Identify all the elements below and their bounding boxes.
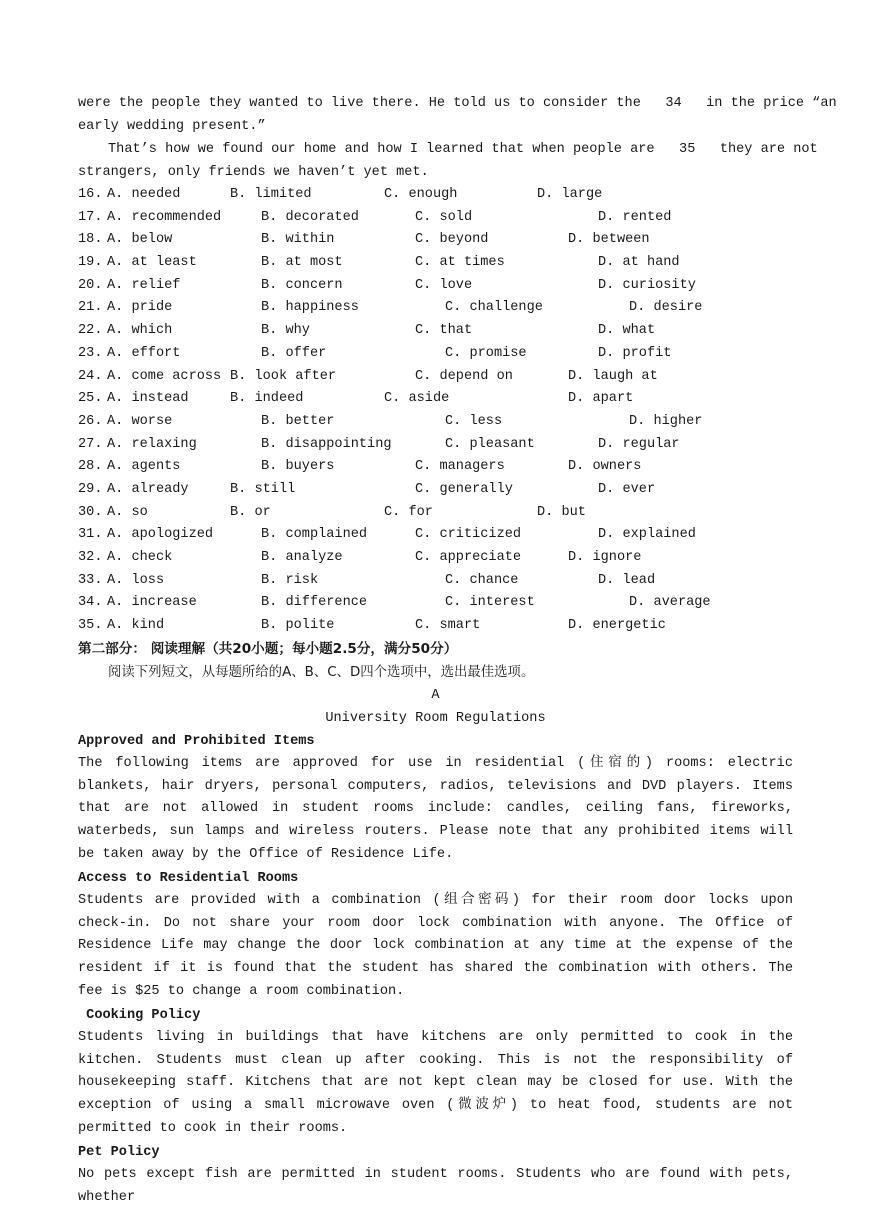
previous-passage-tail xyxy=(78,92,837,184)
option-c: C. love xyxy=(415,277,473,293)
passage-letter: A xyxy=(431,687,440,703)
option-a: A. recommended xyxy=(107,209,222,225)
question-number: 24. xyxy=(78,368,103,384)
cloze-question-row xyxy=(78,570,793,593)
option-c: C. interest xyxy=(445,595,535,611)
option-b: B. complained xyxy=(261,527,368,543)
option-c: C. for xyxy=(384,504,433,520)
cloze-question-row xyxy=(78,184,793,207)
section-heading: Approved and Prohibited Items xyxy=(78,733,315,749)
option-b: B. disappointing xyxy=(261,436,392,452)
option-b: B. happiness xyxy=(261,300,359,316)
option-c: C. pleasant xyxy=(445,436,535,452)
passage-section-pets xyxy=(78,1141,793,1210)
option-b: B. better xyxy=(261,413,335,429)
cloze-question-row xyxy=(78,297,793,320)
option-a: A. which xyxy=(107,323,173,339)
option-d: D. between xyxy=(568,232,650,248)
question-number: 21. xyxy=(78,300,103,316)
option-d: D. lead xyxy=(598,572,656,588)
option-d: D. ever xyxy=(598,481,656,497)
cloze-question-row xyxy=(78,411,793,434)
section-paragraph: No pets except fish are permitted in student rooms. Students who are found with pets, whether xyxy=(78,1166,793,1205)
question-number: 32. xyxy=(78,550,103,565)
cloze-question-row xyxy=(78,252,793,275)
question-number: 31. xyxy=(78,527,103,543)
option-b: B. look after xyxy=(230,368,337,384)
cloze-question-list xyxy=(78,184,793,638)
cloze-question-row xyxy=(78,456,793,479)
option-a: A. so xyxy=(107,504,148,520)
passage-line: That’s how we found our home and how I learned that when people are 35 they are not xyxy=(108,142,818,157)
passage-section-cooking xyxy=(78,1004,793,1141)
question-number: 25. xyxy=(78,391,103,407)
option-a: A. effort xyxy=(107,345,181,361)
exam-page xyxy=(78,92,837,1209)
cloze-question-row xyxy=(78,388,793,411)
section-heading: Access to Residential Rooms xyxy=(78,870,299,886)
option-d: D. apart xyxy=(568,391,634,407)
option-a: A. at least xyxy=(107,255,197,271)
option-b: B. concern xyxy=(261,277,343,293)
cloze-question-row xyxy=(78,524,793,547)
option-c: C. aside xyxy=(384,391,450,407)
option-b: B. within xyxy=(261,232,335,248)
cloze-question-row xyxy=(78,275,793,298)
option-b: B. indeed xyxy=(230,391,304,407)
section-heading: Pet Policy xyxy=(78,1144,160,1160)
question-number: 27. xyxy=(78,436,103,452)
question-number: 28. xyxy=(78,459,103,475)
option-c: C. that xyxy=(415,323,473,339)
option-c: C. smart xyxy=(415,618,481,634)
passage-line: early wedding present.” xyxy=(78,119,266,134)
option-a: A. relief xyxy=(107,277,181,293)
passage-section-approved-items xyxy=(78,730,793,867)
option-d: D. average xyxy=(629,595,711,611)
question-number: 19. xyxy=(78,255,103,271)
option-a: A. already xyxy=(107,481,189,497)
option-d: D. large xyxy=(537,187,603,202)
cloze-question-row xyxy=(78,615,793,638)
cloze-question-row xyxy=(78,366,793,389)
cloze-question-row xyxy=(78,547,793,570)
question-number: 22. xyxy=(78,323,103,339)
option-a: A. apologized xyxy=(107,527,214,543)
cloze-question-row xyxy=(78,479,793,502)
option-b: B. at most xyxy=(261,255,343,271)
option-d: D. at hand xyxy=(598,255,680,271)
option-c: C. criticized xyxy=(415,527,522,543)
option-d: D. owners xyxy=(568,459,642,475)
option-d: D. rented xyxy=(598,209,672,225)
passage-line: were the people they wanted to live there. He told us to consider the 34 in the price “an xyxy=(78,96,837,111)
option-a: A. increase xyxy=(107,595,197,611)
option-c: C. promise xyxy=(445,345,527,361)
option-b: B. buyers xyxy=(261,459,335,475)
option-c: C. sold xyxy=(415,209,473,225)
option-d: D. but xyxy=(537,504,586,520)
cloze-question-row xyxy=(78,592,793,615)
question-number: 18. xyxy=(78,232,103,248)
option-c: C. chance xyxy=(445,572,519,588)
cloze-question-row xyxy=(78,207,793,230)
part-two-instruction: 阅读下列短文，从每题所给的A、B、C、D四个选项中，选出最佳选项。 xyxy=(108,664,535,680)
option-d: D. explained xyxy=(598,527,696,543)
question-number: 30. xyxy=(78,504,103,520)
option-a: A. below xyxy=(107,232,173,248)
option-d: D. what xyxy=(598,323,656,339)
question-number: 35. xyxy=(78,618,103,634)
option-b: B. still xyxy=(230,481,296,497)
option-d: D. ignore xyxy=(568,550,642,565)
option-c: C. beyond xyxy=(415,232,489,248)
option-c: C. appreciate xyxy=(415,550,522,565)
option-a: A. agents xyxy=(107,459,181,475)
question-number: 16. xyxy=(78,187,103,202)
option-b: B. polite xyxy=(261,618,335,634)
option-c: C. challenge xyxy=(445,300,543,316)
option-d: D. laugh at xyxy=(568,368,658,384)
question-number: 17. xyxy=(78,209,103,225)
question-number: 26. xyxy=(78,413,103,429)
option-d: D. energetic xyxy=(568,618,666,634)
option-b: B. analyze xyxy=(261,550,343,565)
part-two-heading: 第二部分： 阅读理解（共20小题；每小题2.5分，满分50分） xyxy=(78,640,458,657)
option-c: C. enough xyxy=(384,187,458,202)
passage-section-access xyxy=(78,867,793,1004)
question-number: 29. xyxy=(78,481,103,497)
cloze-question-row xyxy=(78,502,793,525)
option-b: B. risk xyxy=(261,572,319,588)
option-c: C. managers xyxy=(415,459,505,475)
section-paragraph: The following items are approved for use in residential (住宿的) rooms: electric blankets, hair dryers, personal computers, radios, televisions and DVD players. Items that are not allowed in student rooms include: candles, ceiling fans, fireworks, waterbeds, sun lamps and wireless routers. Please note that any prohibited items will be taken away by the Office of Residence Life. xyxy=(78,755,793,862)
section-paragraph: Students are provided with a combination (组合密码) for their room door locks upon check-in. Do not share your room door lock combination with anyone. The Office of Residence Life may change the door lock combination at any time at the expense of the resident if it is found that the student has shared the combination with others. The fee is $25 to change a room combination. xyxy=(78,892,793,999)
cloze-question-row xyxy=(78,320,793,343)
option-c: C. at times xyxy=(415,255,505,271)
option-b: B. offer xyxy=(261,345,327,361)
option-d: D. desire xyxy=(629,300,703,316)
option-d: D. regular xyxy=(598,436,680,452)
cloze-question-row xyxy=(78,434,793,457)
option-b: B. difference xyxy=(261,595,368,611)
option-b: B. limited xyxy=(230,187,312,202)
option-d: D. curiosity xyxy=(598,277,696,293)
section-heading: Cooking Policy xyxy=(78,1007,201,1023)
cloze-question-row xyxy=(78,229,793,252)
question-number: 33. xyxy=(78,572,103,588)
option-c: C. less xyxy=(445,413,503,429)
option-a: A. worse xyxy=(107,413,173,429)
option-c: C. depend on xyxy=(415,368,513,384)
option-a: A. kind xyxy=(107,618,165,634)
option-a: A. check xyxy=(107,550,173,565)
option-b: B. or xyxy=(230,504,271,520)
option-b: B. why xyxy=(261,323,310,339)
option-a: A. come across xyxy=(107,368,222,384)
option-b: B. decorated xyxy=(261,209,359,225)
option-a: A. loss xyxy=(107,572,165,588)
passage-title: University Room Regulations xyxy=(325,710,546,726)
question-number: 20. xyxy=(78,277,103,293)
option-c: C. generally xyxy=(415,481,513,497)
section-paragraph: Students living in buildings that have kitchens are only permitted to cook in the kitchen. Students must clean up after cooking. This is not the responsibility of housekeeping staff. Kitchens that are not kept clean may be closed for use. With the exception of using a small microwave oven (微波炉) to heat food, students are not permitted to cook in their rooms. xyxy=(78,1029,793,1136)
option-a: A. instead xyxy=(107,391,189,407)
option-a: A. pride xyxy=(107,300,173,316)
option-d: D. higher xyxy=(629,413,703,429)
option-d: D. profit xyxy=(598,345,672,361)
question-number: 23. xyxy=(78,345,103,361)
cloze-question-row xyxy=(78,343,793,366)
option-a: A. needed xyxy=(107,187,181,202)
option-a: A. relaxing xyxy=(107,436,197,452)
question-number: 34. xyxy=(78,595,103,611)
passage-line: strangers, only friends we haven’t yet met. xyxy=(78,165,429,180)
